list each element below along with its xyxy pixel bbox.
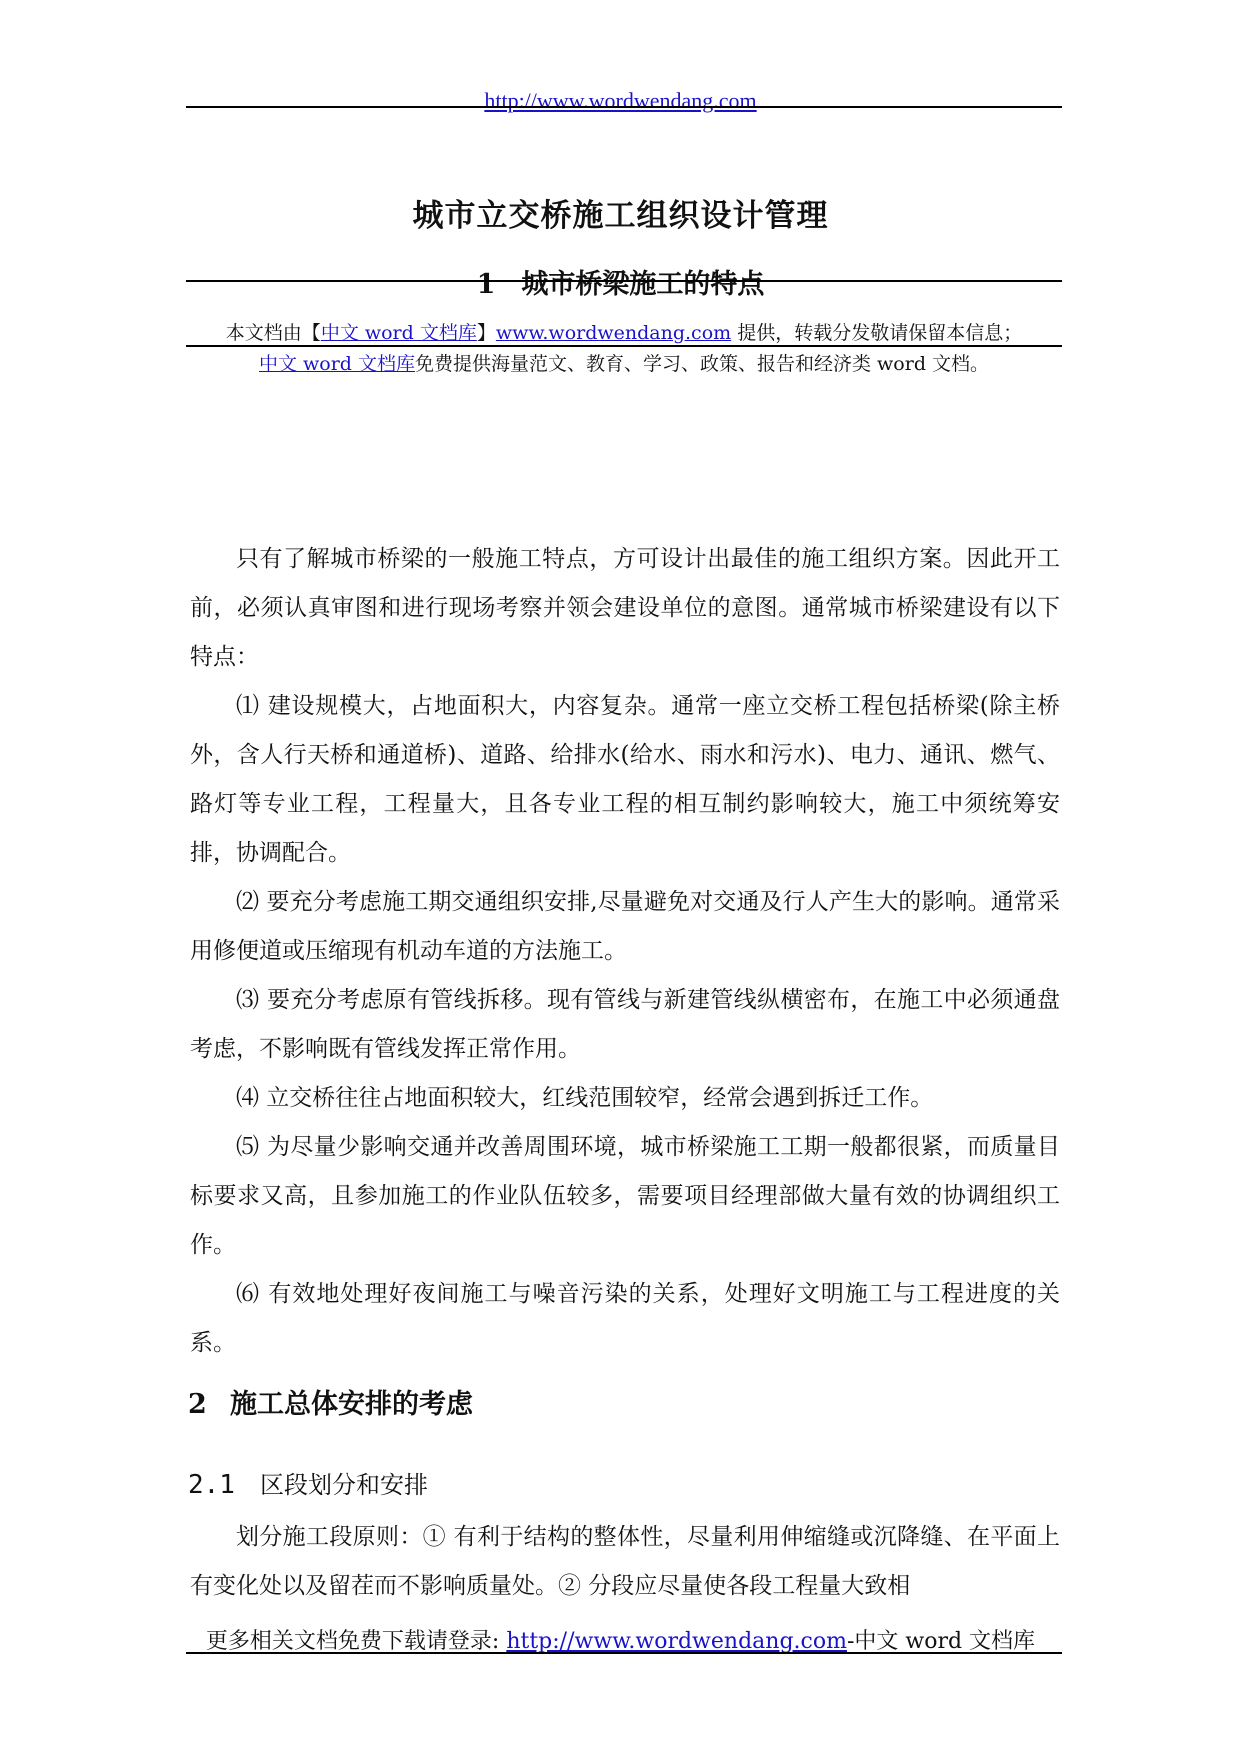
header-divider <box>186 106 1062 108</box>
section-2-heading <box>188 1382 473 1421</box>
paragraph: ⑵ 要充分考虑施工期交通组织安排,尽量避免对交通及行人产生大的影响。通常采用修便道或压缩现有机动车道的方法施工。 <box>190 889 1060 964</box>
section-1-title: 城市桥梁施工的特点 <box>521 269 765 300</box>
notice-text: 本文档由【 <box>225 322 321 344</box>
header-url-container <box>0 88 1241 114</box>
paragraph: ⑷ 立交桥往往占地面积较大，红线范围较窄，经常会遇到拆迁工作。 <box>236 1085 934 1111</box>
notice-text: 提供，转载分发敬请保留本信息； <box>731 322 1023 344</box>
section-1-body <box>190 535 1060 1368</box>
section-2-title: 施工总体安排的考虑 <box>230 1389 473 1420</box>
paragraph: ⑸ 为尽量少影响交通并改善周围环境，城市桥梁施工工期一般都很紧，而质量目标要求又高，且参加施工的作业队伍较多，需要项目经理部做大量有效的协调组织工作。 <box>190 1134 1060 1258</box>
notice-bottom-divider <box>186 345 1062 347</box>
section-2-1-heading <box>188 1465 428 1500</box>
notice-top-divider <box>186 280 1062 282</box>
footer-link[interactable]: http://www.wordwendang.com <box>506 1629 847 1654</box>
paragraph: ⑶ 要充分考虑原有管线拆移。现有管线与新建管线纵横密布，在施工中必须通盘考虑，不影响既有管线发挥正常作用。 <box>190 987 1060 1062</box>
footer <box>0 1624 1241 1655</box>
section-1-number: 1 <box>476 269 496 300</box>
section-2-number: 2 <box>188 1389 207 1420</box>
section-2-1-title: 区段划分和安排 <box>260 1471 428 1499</box>
notice-url-link[interactable]: www.wordwendang.com <box>495 322 732 344</box>
footer-text: 更多相关文档免费下载请登录: <box>205 1629 507 1654</box>
footer-text-suffix: -中文 word 文档库 <box>846 1629 1036 1654</box>
header-link[interactable]: http://www.wordwendang.com <box>484 88 757 113</box>
paragraph: 只有了解城市桥梁的一般施工特点，方可设计出最佳的施工组织方案。因此开工前，必须认真审图和进行现场考察并领会建设单位的意图。通常城市桥梁建设有以下特点： <box>190 546 1060 670</box>
document-title: 城市立交桥施工组织设计管理 <box>412 198 829 234</box>
notice-library-link[interactable]: 中文 word 文档库 <box>320 322 477 344</box>
copyright-notice <box>186 318 1062 380</box>
notice-text: 免费提供海量范文、教育、学习、政策、报告和经济类 word 文档。 <box>415 353 990 375</box>
paragraph: ⑹ 有效地处理好夜间施工与噪音污染的关系，处理好文明施工与工程进度的关系。 <box>190 1281 1060 1356</box>
section-2-1-body <box>190 1513 1060 1611</box>
notice-library-link-2[interactable]: 中文 word 文档库 <box>258 353 415 375</box>
notice-line-2 <box>186 349 1062 380</box>
notice-text: 】 <box>476 322 496 344</box>
section-2-1-number: 2.1 <box>188 1470 235 1500</box>
paragraph: 划分施工段原则：① 有利于结构的整体性，尽量利用伸缩缝或沉降缝、在平面上有变化处以及留茬而不影响质量处。② 分段应尽量使各段工程量大致相 <box>190 1524 1060 1599</box>
paragraph: ⑴ 建设规模大，占地面积大，内容复杂。通常一座立交桥工程包括桥梁(除主桥外，含人行天桥和通道桥)、道路、给排水(给水、雨水和污水)、电力、通讯、燃气、路灯等专业工程，工程量大，且各专业工程的相互制约影响较大，施工中须统筹安排，协调配合。 <box>190 693 1060 866</box>
footer-divider <box>186 1652 1062 1654</box>
